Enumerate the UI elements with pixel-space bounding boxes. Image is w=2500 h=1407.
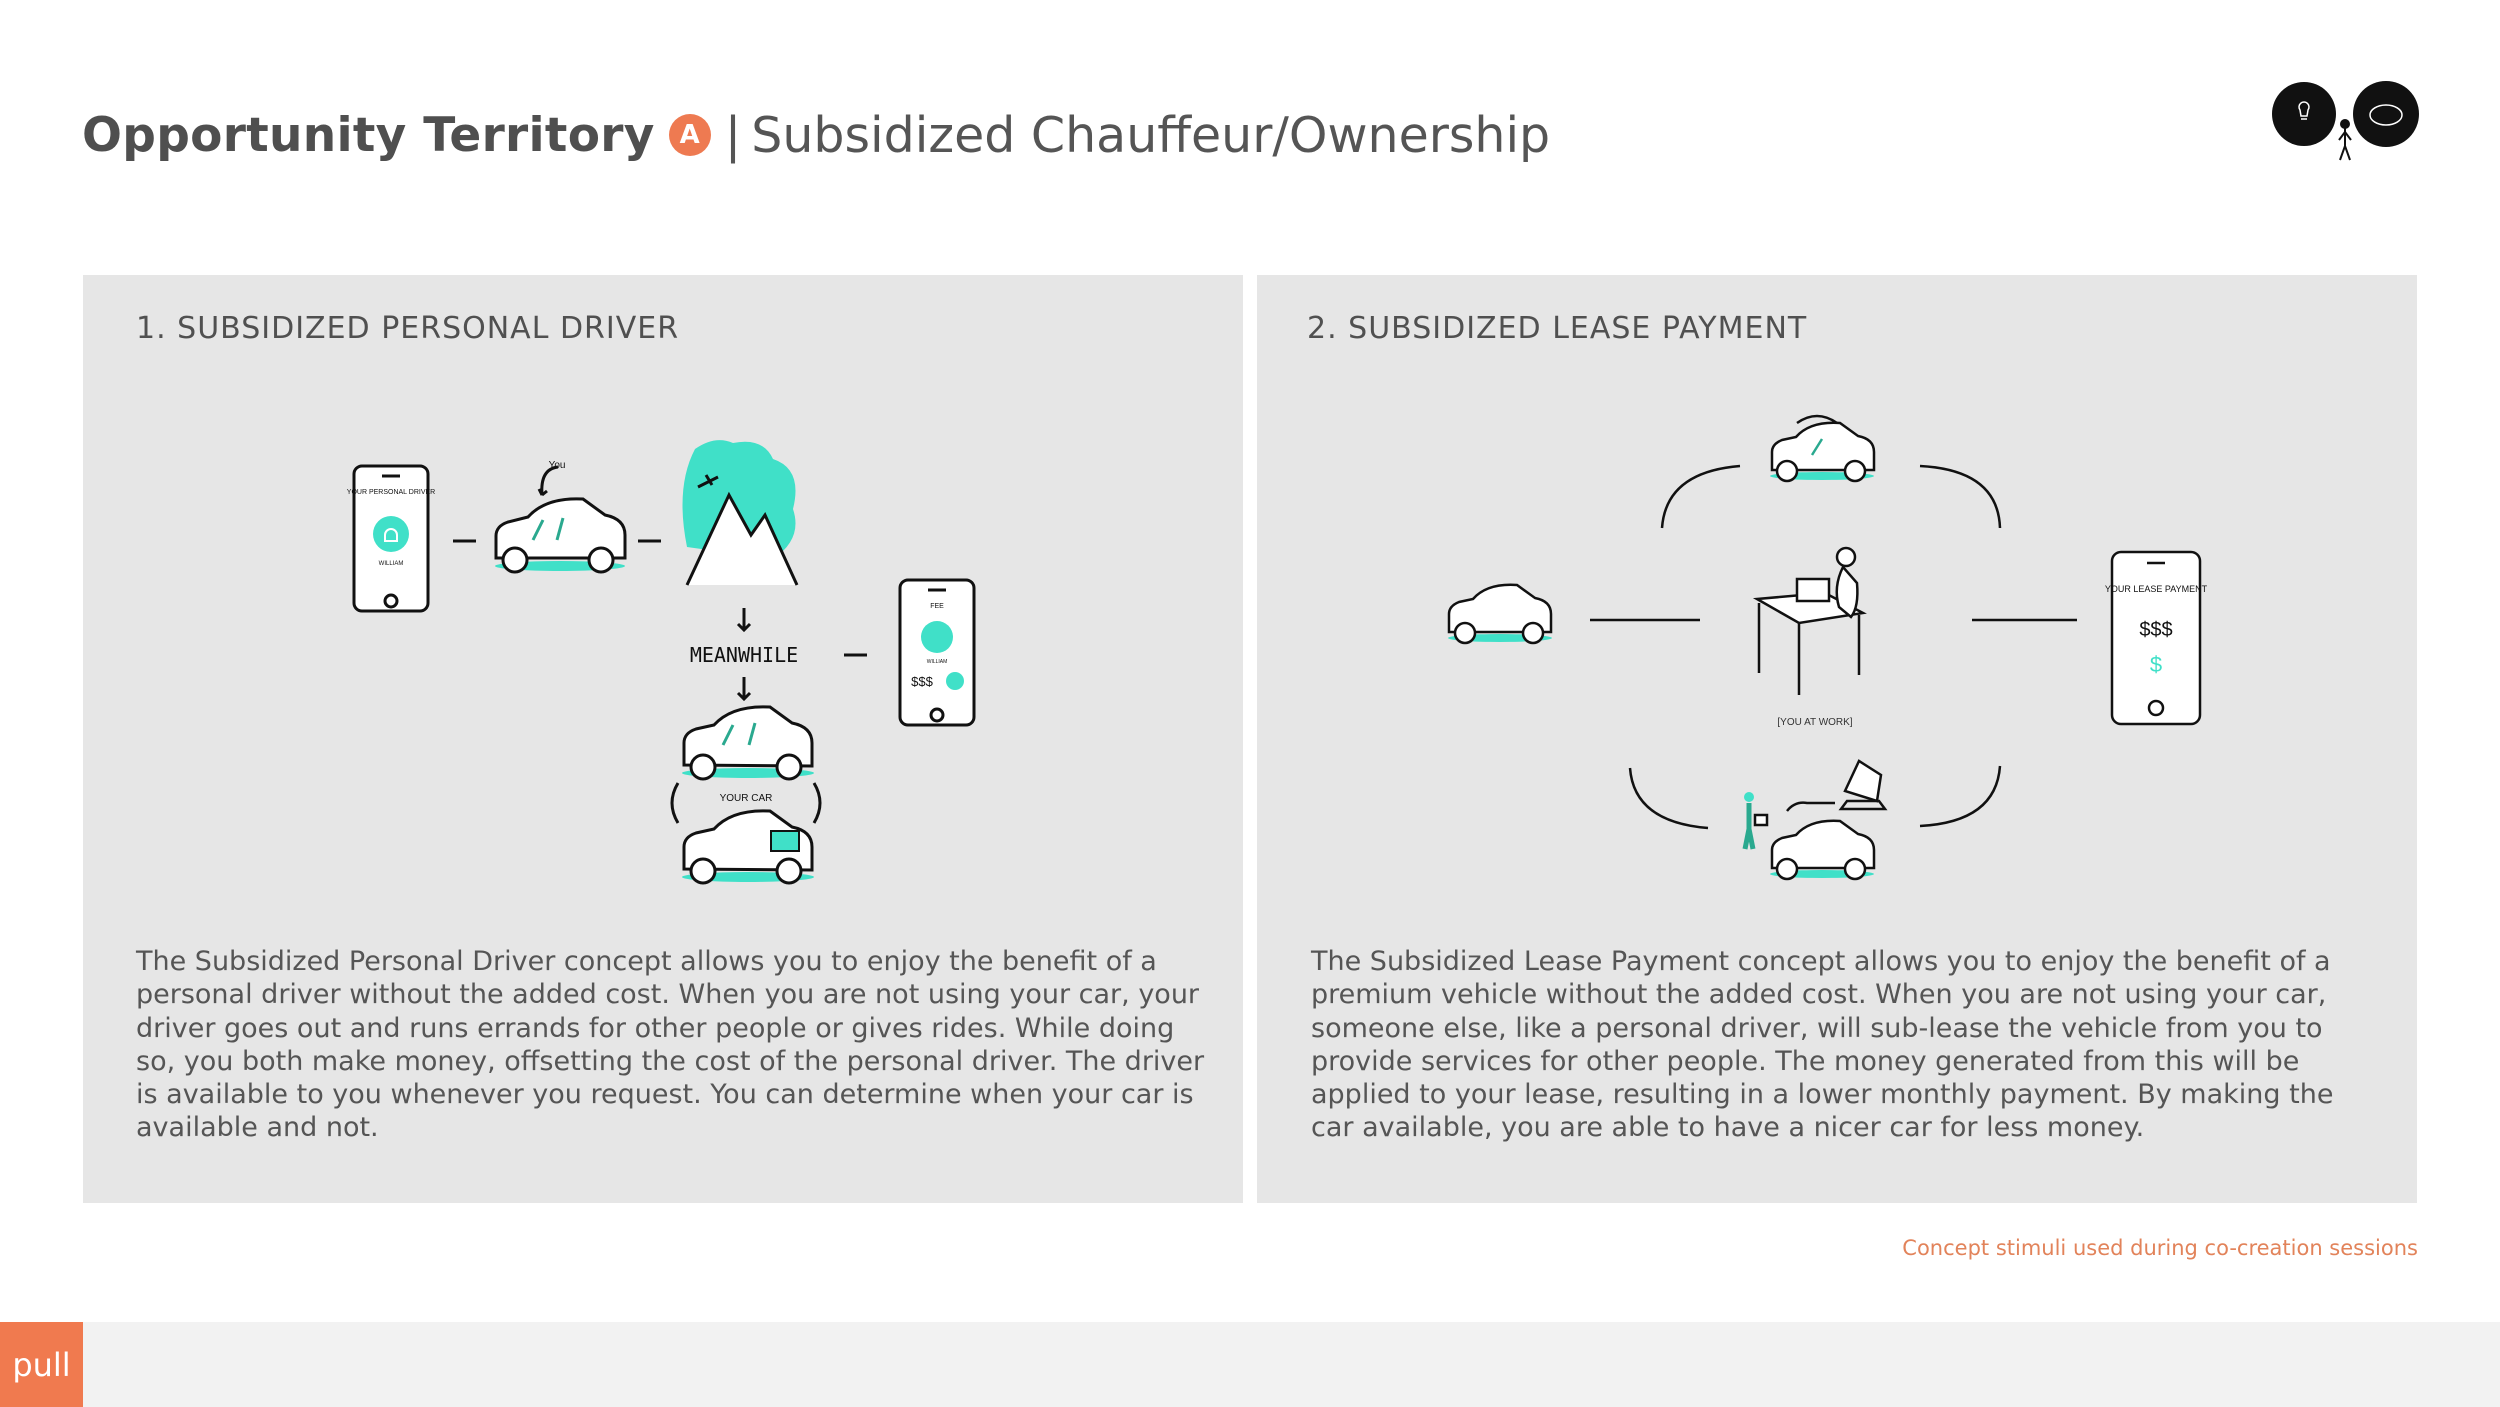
phone2-name: WILLIAM [926,659,948,665]
title-subtitle: Subsidized Chauffeur/Ownership [751,106,1551,164]
person-at-desk-icon [1757,548,1863,695]
car-icon [1448,585,1552,643]
page-title [82,100,1550,170]
you-label: You [548,460,566,471]
phone-title: YOUR LEASE PAYMENT [2104,584,2208,594]
car-icon [682,707,814,779]
lease-payment-illustration [1257,275,2417,935]
you-at-work-label: [YOU AT WORK] [1777,717,1853,728]
panel-title: 2. SUBSIDIZED LEASE PAYMENT [1307,311,1808,346]
mountain-icon [683,440,798,585]
phone1-title: YOUR PERSONAL DRIVER [346,489,436,496]
panel-title: 1. SUBSIDIZED PERSONAL DRIVER [136,311,680,346]
phone-dollar: $ [2149,652,2163,677]
person-figure-icon [2339,120,2351,160]
title-strong: Opportunity Territory [82,107,655,163]
car-icon [1770,821,1874,879]
phone-money: $$$ [2139,619,2173,641]
personal-driver-illustration [83,275,1243,935]
panel-description: The Subsidized Lease Payment concept allows you to enjoy the benefit of a premium vehicle without the added cost. When you are not using your car, someone else, like a personal driver, will sub-lease the vehicle from you to provide services for other people. The money generated from this will be applied to your lease, resulting in a lower monthly payment. By making the car available, you are able to have a nicer car for less money. [1311,946,2334,1144]
pull-logo: pull [0,1322,83,1407]
house-icon [1841,761,1885,809]
title-separator: | [724,106,742,164]
territory-badge: A [669,114,711,156]
panel-lease-payment [1257,275,2417,1203]
car-icon [1770,423,1874,481]
panel-personal-driver [83,275,1243,1203]
footer-bar [0,1322,2500,1407]
phone1-name: WILLIAM [378,561,404,567]
phone2-title: FEE [930,603,944,610]
delivery-person-icon [1744,792,1767,849]
lightbulb-icon [2272,82,2336,146]
piggy-bank-icon [2353,81,2419,147]
meanwhile-label: MEANWHILE [689,643,799,667]
car-icon [495,499,625,572]
caption: Concept stimuli used during co-creation sessions [1902,1236,2418,1260]
your-car-label: YOUR CAR [719,793,773,804]
car-icon [682,811,814,883]
panel-description: The Subsidized Personal Driver concept allows you to enjoy the benefit of a personal driver without the added cost. When you are not using your car, your driver goes out and runs errands for other people or gives rides. While doing so, you both make money, offsetting the cost of the personal driver. The driver is available to you whenever you request. You can determine when your car is available and not. [136,946,1205,1144]
persona-icons [2272,80,2420,164]
phone2-money: $$$ [911,674,933,689]
